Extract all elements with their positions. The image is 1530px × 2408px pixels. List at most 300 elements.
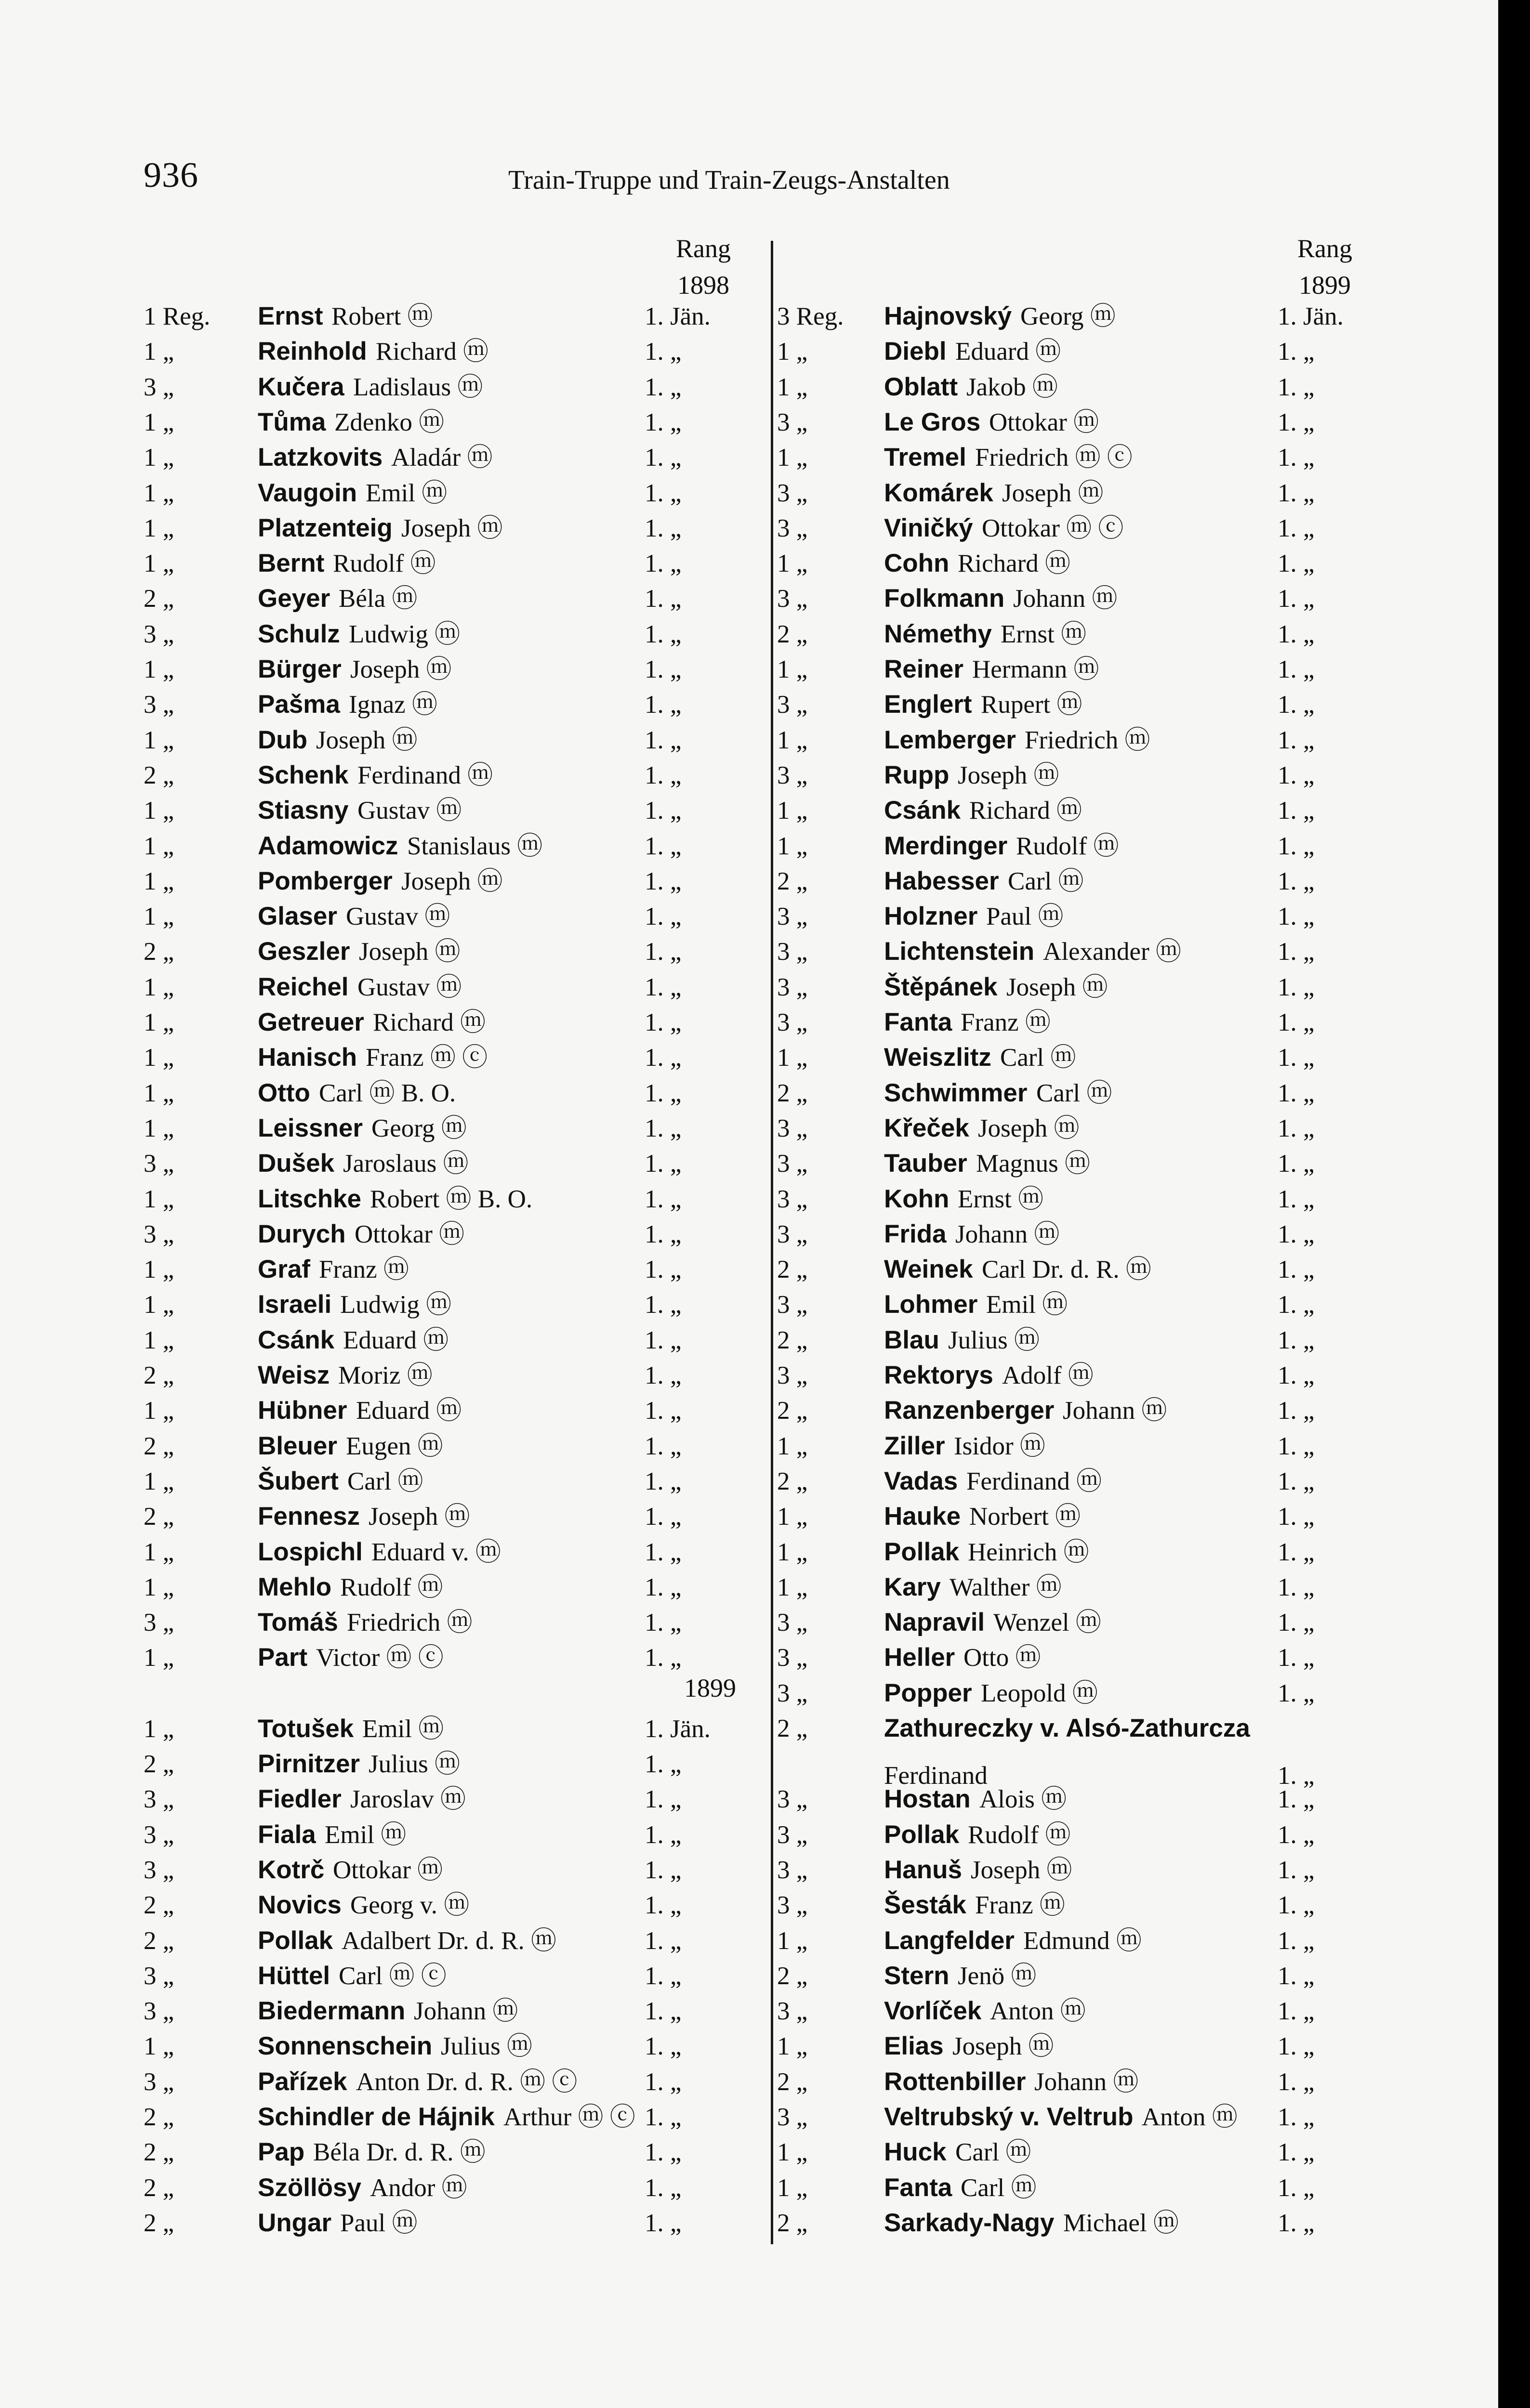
rank-date: 1. „ [1278,2103,1315,2131]
given-name-and-marks: Carl ⓜ [961,2173,1037,2202]
surname: Ziller [884,1431,945,1460]
rank-date: 1. Jän. [645,1714,711,1743]
right-entry-row [0,2064,1493,2100]
given-name-and-marks: Isidor ⓜ [954,1432,1045,1460]
surname: Tremel [884,443,966,472]
right-entry-row [0,1111,1493,1146]
surname: Sonnenschein [258,2032,433,2061]
surname: Pirnitzer [258,1750,360,1778]
rank-date: 1. „ [645,1926,682,1955]
given-name-and-marks: Emil ⓜ [362,1714,444,1743]
regiment-number: 1 „ [777,2173,808,2202]
surname: Tomáš [258,1608,338,1637]
rank-date: 1. „ [1278,2173,1315,2202]
right-entry-row [0,405,1493,440]
regiment-number: 3 „ [777,1361,808,1389]
rank-date: 1. „ [645,514,682,542]
given-name-and-marks: Ladislaus ⓜ [353,373,483,401]
surname: Pařízek [258,2067,347,2096]
surname: Weiszlitz [884,1043,991,1072]
regiment-number: 3 „ [777,585,808,613]
surname: Komárek [884,478,993,507]
given-name-and-marks: Joseph ⓜ [401,514,503,542]
regiment-number: 1 „ [777,1538,808,1566]
regiment-number: 3 „ [777,973,808,1001]
given-name-and-marks: Franz ⓜ [975,1891,1065,1920]
surname: Bleuer [258,1431,337,1460]
right-entry-row [0,1287,1493,1322]
given-name-and-marks: Julius ⓜ [948,1326,1040,1354]
surname: Pap [258,2138,305,2167]
given-name-and-marks: Franz ⓜ ⓒ [366,1044,488,1072]
rank-date: 1. „ [645,2138,682,2167]
rank-date: 1. „ [645,691,682,719]
given-name-and-marks: Carl ⓜ ⓒ [339,1962,447,1990]
given-name-and-marks: Paul ⓜ [986,903,1064,931]
regiment-number: 2 „ [777,1467,808,1495]
rank-date: 1. „ [645,1573,682,1601]
given-name-and-marks: Ottokar ⓜ [989,408,1099,436]
rank-date: 1. „ [1278,1856,1315,1884]
rank-date: 1. „ [1278,832,1315,860]
regiment-number: 1 „ [144,1397,174,1425]
given-name-and-marks: Gustav ⓜ [357,797,462,825]
regiment-number: 3 „ [777,2103,808,2131]
regiment-number: 1 „ [144,1326,174,1354]
right-entry-row [0,687,1493,722]
right-entry-row [0,652,1493,687]
right-entry-row [0,1217,1493,1252]
regiment-number: 1 „ [777,832,808,860]
rank-date: 1. „ [645,585,682,613]
rank-date: 1. „ [645,1750,682,1778]
right-entry-row [0,1358,1493,1393]
right-entry-row [0,1181,1493,1217]
rank-date: 1. „ [1278,620,1315,648]
regiment-number: 1 „ [777,797,808,825]
rank-date: 1. „ [1278,1467,1315,1495]
rank-date: 1. „ [645,1503,682,1531]
given-name-and-marks: Georg ⓜ [371,1114,467,1142]
regiment-number: 3 „ [144,620,174,648]
surname: Langfelder [884,1926,1015,1955]
right-entry-row [0,1393,1493,1428]
regiment-number: 2 „ [777,620,808,648]
rank-date: 1. „ [1278,1538,1315,1566]
regiment-number: 3 „ [144,1785,174,1814]
surname: Dušek [258,1149,335,1178]
regiment-number: 1 „ [777,338,808,366]
right-entry-row [0,969,1493,1005]
surname: Leissner [258,1113,363,1142]
right-entry-row [0,1852,1493,1888]
surname: Reichel [258,972,349,1001]
regiment-number: 1 „ [144,655,174,683]
surname: Biedermann [258,1997,406,2026]
surname: Fanta [884,1008,952,1036]
surname: Hostan [884,1785,971,1814]
given-name-and-marks: Carl ⓜ [1036,1079,1112,1107]
surname: Pollak [884,1820,960,1849]
rank-date: 1. „ [1278,903,1315,931]
surname: Graf [258,1255,310,1284]
regiment-number: 1 „ [777,2138,808,2167]
surname: Schindler de Hájnik [258,2103,495,2131]
surname: Hajnovský [884,302,1012,330]
surname: Totušek [258,1714,354,1743]
given-name-and-marks: Moriz ⓜ [338,1361,433,1389]
given-name-and-marks: Julius ⓜ [441,2032,532,2061]
surname: Mehlo [258,1572,332,1601]
rank-date: 1. „ [1278,1361,1315,1389]
rank-date: 1. „ [1278,1114,1315,1142]
surname: Getreuer [258,1008,364,1036]
rank-date: 1. „ [645,1997,682,2026]
right-entry-row [0,1464,1493,1499]
rank-date: 1. Jän. [645,302,711,330]
regiment-number: 3 „ [144,1856,174,1884]
rank-date: 1. „ [645,867,682,895]
given-name-and-marks: Leopold ⓜ [981,1679,1098,1707]
right-rang-label: Rang [1297,234,1352,263]
given-name-and-marks: Anton ⓜ [990,1997,1086,2026]
given-name-and-marks: Eduard ⓜ [356,1397,462,1425]
regiment-number: 1 „ [144,973,174,1001]
surname: Habesser [884,866,999,895]
left-rang-label: Rang [676,234,731,263]
given-name-and-marks: Arthur ⓜ ⓒ [503,2103,635,2131]
rank-date: 1. „ [645,1609,682,1637]
regiment-number: 2 „ [144,1361,174,1389]
right-entry-row [0,758,1493,793]
given-name-and-marks: Adolf ⓜ [1002,1361,1094,1389]
given-name-and-marks: Eduard v. ⓜ [371,1538,501,1566]
rank-date: 1. „ [645,726,682,754]
regiment-number: 1 „ [144,1291,174,1319]
given-name-and-marks: Eduard ⓜ [955,338,1061,366]
rank-date: 1. „ [1278,338,1315,366]
rank-date: 1. „ [645,1538,682,1566]
regiment-number: 1 „ [777,373,808,401]
given-name-and-marks: Carl ⓜ [347,1467,423,1495]
regiment-number: 1 „ [144,867,174,895]
surname: Hübner [258,1396,347,1425]
given-name-and-marks: Jenö ⓜ [958,1962,1037,1990]
regiment-number: 1 „ [144,1714,174,1743]
regiment-number: 3 „ [144,373,174,401]
surname: Folkmann [884,584,1005,613]
surname: Lohmer [884,1290,978,1319]
rank-date: 1. „ [1278,2209,1315,2237]
rank-date: 1. „ [1278,1820,1315,1849]
right-entry-row [0,899,1493,934]
rank-date: 1. „ [1278,1397,1315,1425]
surname: Napravil [884,1608,985,1637]
right-entry-row [0,1605,1493,1640]
left-rang-header [650,230,756,303]
surname: Glaser [258,902,338,931]
surname: Tauber [884,1149,967,1178]
surname: Huck [884,2138,947,2167]
surname: Schenk [258,760,349,789]
regiment-number: 3 „ [777,1291,808,1319]
right-entry-row [0,1675,1493,1711]
given-name-and-marks: Carl ⓜ [955,2138,1031,2167]
regiment-number: 2 „ [144,938,174,966]
rank-date: 1. „ [1278,1609,1315,1637]
regiment-number: 3 „ [777,1114,808,1142]
regiment-number: 3 „ [777,1679,808,1707]
given-name-and-marks: Carl Dr. d. R. ⓜ [982,1256,1151,1284]
rank-date: 1. „ [645,938,682,966]
given-name-and-marks: Magnus ⓜ [976,1150,1091,1178]
rank-date: 1. „ [1278,1185,1315,1213]
surname: Rektorys [884,1361,993,1389]
given-name-and-marks: Joseph ⓜ [359,938,461,966]
given-name-and-marks: Franz ⓜ [961,1008,1051,1036]
surname: Hüttel [258,1961,330,1990]
regiment-number: 3 „ [144,691,174,719]
right-entry-row [0,2170,1493,2206]
surname: Šubert [258,1466,339,1495]
regiment-number: 1 „ [144,1079,174,1107]
regiment-number: 1 „ [144,408,174,436]
rank-date: 1. „ [1278,1220,1315,1248]
right-entry-row [0,1499,1493,1534]
given-name-and-marks: Joseph ⓜ [1002,479,1104,507]
right-entry-row [0,1075,1493,1111]
surname: Oblatt [884,372,958,401]
right-entry-row [0,1923,1493,1959]
regiment-number: 1 „ [144,479,174,507]
given-name-and-marks: Jaroslaus ⓜ [343,1150,469,1178]
surname: Englert [884,690,972,719]
given-name-and-marks: Stanislaus ⓜ [407,832,543,860]
given-name-and-marks: Joseph ⓜ [971,1856,1072,1884]
regiment-number: 1 „ [144,1644,174,1672]
rank-date: 1. „ [1278,1997,1315,2026]
given-name-and-marks: Joseph ⓜ [350,655,452,683]
left-year-change: 1899 [684,1674,736,1702]
right-entry-row [0,1958,1493,1994]
surname: Vorlíček [884,1997,982,2026]
right-entry-row [0,299,1493,334]
given-name-and-marks: Gustav ⓜ [357,973,462,1001]
rank-date: 1. „ [645,1114,682,1142]
right-entry-row [0,722,1493,758]
rank-date: 1. „ [645,2032,682,2061]
regiment-number: 2 „ [144,1503,174,1531]
regiment-number: 3 „ [777,1185,808,1213]
given-name-and-marks: Ludwig ⓜ [340,1291,452,1319]
surname: Csánk [884,796,961,825]
surname: Pašma [258,690,340,719]
regiment-number: 2 „ [777,1256,808,1284]
given-name-and-marks: Ottokar ⓜ [333,1856,443,1884]
rank-date: 1. „ [1278,1573,1315,1601]
regiment-number: 3 „ [144,1997,174,2026]
rank-date: 1. „ [645,620,682,648]
rank-date: 1. „ [645,797,682,825]
surname: Dub [258,725,308,754]
regiment-number: 3 „ [777,408,808,436]
rank-date: 1. „ [645,1820,682,1849]
given-name-and-marks: Rudolf ⓜ [333,550,436,578]
surname: Durych [258,1219,346,1248]
surname: Kučera [258,372,344,401]
regiment-number: 3 „ [777,1644,808,1672]
regiment-number: 2 „ [144,1891,174,1920]
rank-date: 1. „ [645,373,682,401]
rank-date: 1. „ [1278,867,1315,895]
given-name-and-marks: Richard ⓜ [958,550,1071,578]
surname: Kary [884,1572,941,1601]
regiment-number: 3 „ [144,1220,174,1248]
regiment-number: 1 „ [144,2032,174,2061]
regiment-number: 2 „ [777,1079,808,1107]
surname: Heller [884,1643,955,1672]
surname: Weisz [258,1361,330,1389]
given-name-and-marks: Johann ⓜ [1013,585,1118,613]
rank-date: 1. „ [1278,479,1315,507]
given-name-and-marks: Ernst ⓜ [1001,620,1087,648]
rank-date: 1. „ [645,338,682,366]
surname: Vadas [884,1466,958,1495]
given-name-and-marks: Friedrich ⓜ [1025,726,1150,754]
surname: Pollak [258,1926,333,1955]
regiment-number: 1 „ [777,726,808,754]
regiment-number: 1 „ [144,903,174,931]
right-entry-row [0,2028,1493,2064]
surname: Le Gros [884,407,981,436]
right-entry-row [0,1005,1493,1040]
regiment-number: 3 „ [777,903,808,931]
given-name-and-marks: Ferdinand ⓜ [357,761,493,789]
rank-date: 1. „ [1278,938,1315,966]
surname: Ranzenberger [884,1396,1055,1425]
regiment-number: 3 „ [777,1008,808,1036]
regiment-number: 2 „ [777,867,808,895]
regiment-number: 2 „ [144,2138,174,2167]
rank-date: 1. „ [645,655,682,683]
regiment-number: 2 „ [144,2173,174,2202]
rank-date: 1. „ [1278,1079,1315,1107]
right-continuation-text: Ferdinand [884,1762,988,1790]
rank-date: 1. „ [645,973,682,1001]
rank-date: 1. „ [1278,1503,1315,1531]
regiment-number: 1 „ [144,797,174,825]
regiment-number: 1 „ [777,2032,808,2061]
right-entry-row [0,1322,1493,1358]
rank-date: 1. „ [1278,2032,1315,2061]
rank-date: 1. „ [645,2103,682,2131]
rank-date: 1. „ [645,1397,682,1425]
right-entry-row [0,440,1493,475]
rank-date: 1. „ [645,1891,682,1920]
rank-date: 1. „ [1278,1679,1315,1707]
rank-date: 1. „ [1278,514,1315,542]
right-entry-row [0,1887,1493,1923]
rank-date: 1. „ [1278,1962,1315,1990]
regiment-number: 1 „ [144,726,174,754]
right-entry-row [0,2134,1493,2170]
regiment-number: 1 „ [777,1432,808,1460]
scan-edge [1498,0,1530,2408]
regiment-number: 3 „ [144,2068,174,2096]
surname: Geszler [258,937,350,966]
right-entry-row [0,1781,1493,1817]
given-name-and-marks: Alois ⓜ [979,1785,1067,1814]
surname: Bürger [258,655,342,683]
surname: Diebl [884,337,947,366]
rank-date: 1. „ [1278,1891,1315,1920]
surname: Kotrč [258,1855,325,1884]
given-name-and-marks: Franz ⓜ [319,1256,409,1284]
given-name-and-marks: Anton Dr. d. R. ⓜ ⓒ [356,2068,578,2096]
surname: Csánk [258,1325,335,1354]
regiment-number: 2 „ [777,1326,808,1354]
surname: Lospichl [258,1537,363,1566]
surname: Hanisch [258,1043,357,1072]
regiment-number: 1 „ [777,1503,808,1531]
given-name-and-marks: Julius ⓜ [369,1750,460,1778]
surname: Hanuš [884,1855,962,1884]
regiment-number: 3 „ [777,1785,808,1814]
given-name-and-marks: Otto ⓜ [963,1644,1041,1672]
surname: Reiner [884,655,963,683]
regiment-number: 3 „ [777,938,808,966]
given-name-and-marks: Robert ⓜ B. O. [370,1185,533,1213]
right-rang-header [1272,230,1378,303]
surname: Bernt [258,549,325,578]
right-entry-row [0,864,1493,899]
rank-date: 1. „ [645,903,682,931]
rank-date: 1. „ [1278,408,1315,436]
given-name-and-marks: Johann ⓜ [1063,1397,1167,1425]
running-head: Train-Truppe und Train-Zeugs-Anstalten [508,165,950,195]
given-name-and-marks: Friedrich ⓜ [347,1609,473,1637]
regiment-number: 3 „ [144,1820,174,1849]
surname: Stiasny [258,796,349,825]
right-entry-row [0,369,1493,405]
rank-date: 1. „ [645,1079,682,1107]
given-name-and-marks: Paul ⓜ [340,2209,418,2237]
surname: Cohn [884,549,950,578]
right-entry-row [0,934,1493,969]
given-name-and-marks: Joseph ⓜ [952,2032,1054,2061]
surname: Holzner [884,902,978,931]
regiment-number: 3 „ [777,479,808,507]
given-name-and-marks: Rudolf ⓜ [340,1573,443,1601]
surname: Israeli [258,1290,332,1319]
regiment-number: 2 „ [144,1926,174,1955]
given-name-and-marks: Béla ⓜ [339,585,418,613]
regiment-number: 1 „ [144,1573,174,1601]
surname: Pomberger [258,866,393,895]
regiment-number: 1 Reg. [144,302,211,330]
regiment-number: 3 „ [777,1609,808,1637]
regiment-number: 3 „ [777,1997,808,2026]
given-name-and-marks: Adalbert Dr. d. R. ⓜ [342,1926,557,1955]
given-name-and-marks: Michael ⓜ [1063,2209,1179,2237]
surname: Rottenbiller [884,2067,1026,2096]
rank-date: 1. „ [645,1220,682,1248]
given-name-and-marks: Andor ⓜ [370,2173,467,2202]
surname: Schwimmer [884,1078,1028,1107]
given-name-and-marks: Béla Dr. d. R. ⓜ [313,2138,486,2167]
regiment-number: 2 „ [777,2068,808,2096]
rank-date: 1. „ [1278,444,1315,472]
